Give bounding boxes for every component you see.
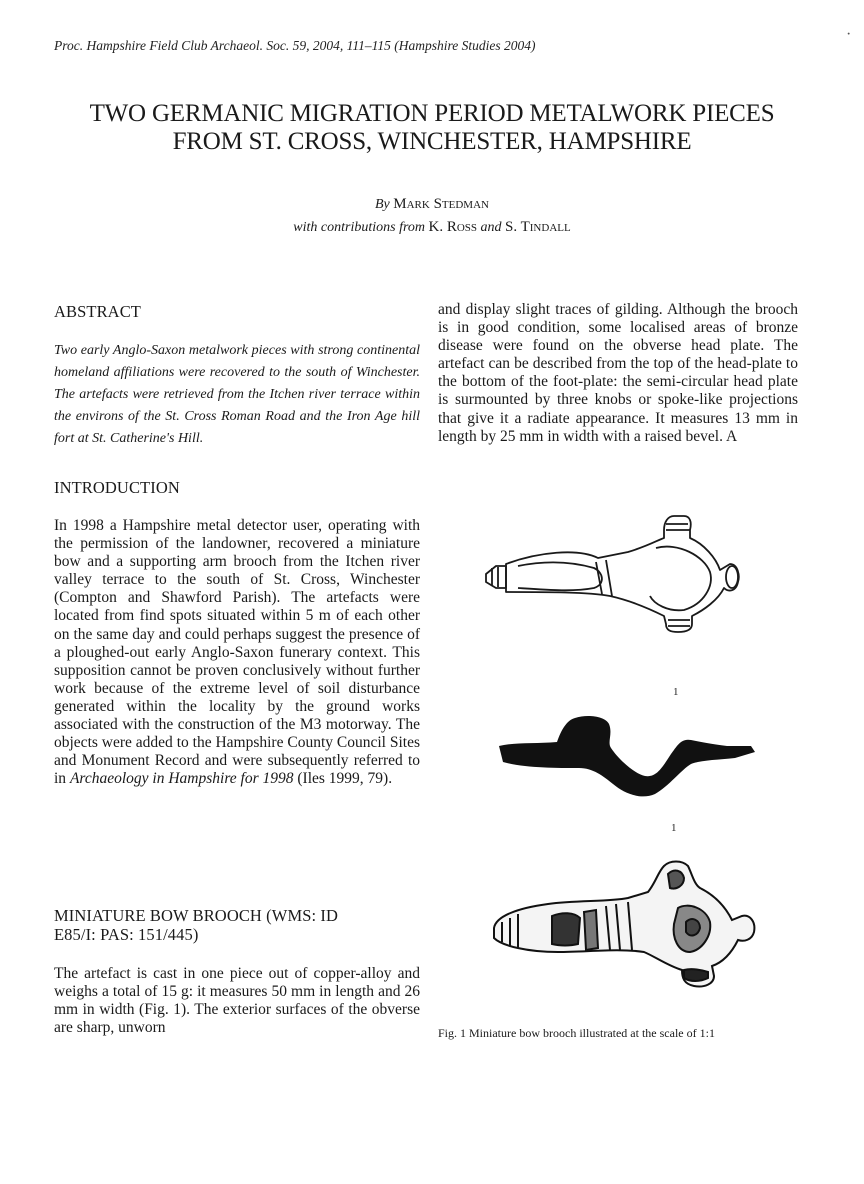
intro-text-main: In 1998 a Hampshire metal detector user, operating with the permission of the landowner, recovered a miniature bow and a supporting arm brooch from the Itchen river valley terrace to the south of St. Cross, Winchester (Compton and Shawford Parish). The artefacts were located from find spots situated within 5 m of each other on the same day and could perhaps suggest the presence of a ploughed-out early Anglo-Saxon funerary context. This supposition cannot be proven conclusively without further work because of the extreme level of soil disturbance generated within the locality by the ground works associated with the construction of the M3 motorway. The objects were added to the Hampshire County Council Sites and Monument Record and were subsequently referred to in	[54, 517, 420, 788]
brooch-profile-silhouette	[495, 712, 760, 802]
citation-volume: 59	[292, 38, 307, 53]
introduction-text	[54, 517, 420, 788]
brooch-drawing-top-view	[478, 500, 748, 640]
article-title	[40, 100, 824, 156]
title-line-2: FROM ST. CROSS, WINCHESTER, HAMPSHIRE	[172, 128, 692, 155]
figure-caption: Fig. 1 Miniature bow brooch illustrated at the scale of 1:1	[438, 1026, 715, 1040]
intro-italic-reference: Archaeology in Hampshire for 1998	[69, 770, 294, 788]
section-heading-line-2: E85/I: PAS: 151/445)	[54, 925, 199, 944]
author-name: Mark Stedman	[393, 196, 489, 212]
intro-text-end: (Iles 1999, 79).	[293, 770, 393, 788]
citation-suffix: , 2004, 111–115 (Hampshire Studies 2004)	[306, 38, 536, 53]
abstract-text: Two early Anglo-Saxon metalwork pieces with strong continental homeland affiliations were recovered to the south of Winchester. The artefacts were retrieved from the Itchen river terrace within the environs of the St. Cross Roman Road and the Iron Age hill fort at St. Catherine's Hill.	[54, 343, 420, 446]
section-heading-line-1: MINIATURE BOW BROOCH (WMS: ID	[54, 906, 339, 925]
contributor-2: S. Tindall	[505, 219, 571, 235]
corner-mark: ·	[846, 26, 852, 43]
figure-view-label-1: 1	[673, 686, 679, 698]
journal-citation	[54, 38, 535, 54]
contrib-prefix: with contributions from	[293, 220, 425, 235]
section-heading-bow-brooch	[54, 906, 420, 944]
bow-brooch-text: The artefact is cast in one piece out of copper-alloy and weighs a total of 15 g: it measures 50 mm in length and 26 mm in width (Fig. 1). The exterior surfaces of the obverse are sharp, unworn	[54, 965, 420, 1037]
author-line	[200, 193, 664, 216]
contributor-1: K. Ross	[428, 219, 478, 235]
byline-by: By	[375, 197, 390, 212]
bow-brooch-text-continued: and display slight traces of gilding. Although the brooch is in good condition, some localised areas of bronze disease were found on the obverse head plate. The artefact can be described from the top of the head-plate to the bottom of the foot-plate: the semi-circular head plate is surmounted by three knobs or spoke-like projections that give it a radiate appearance. It measures 13 mm in length by 25 mm in width with a raised bevel. A	[438, 301, 798, 445]
abstract-heading: ABSTRACT	[54, 302, 141, 321]
figure-view-label-2: 1	[671, 822, 677, 834]
contrib-and: and	[480, 220, 502, 235]
byline	[200, 193, 664, 239]
citation-prefix: Proc. Hampshire Field Club Archaeol. Soc.	[54, 38, 290, 53]
introduction-heading: INTRODUCTION	[54, 478, 180, 497]
brooch-photograph	[488, 852, 770, 992]
title-line-1: TWO GERMANIC MIGRATION PERIOD METALWORK PIECES	[89, 100, 775, 127]
contributors-line	[200, 216, 664, 239]
